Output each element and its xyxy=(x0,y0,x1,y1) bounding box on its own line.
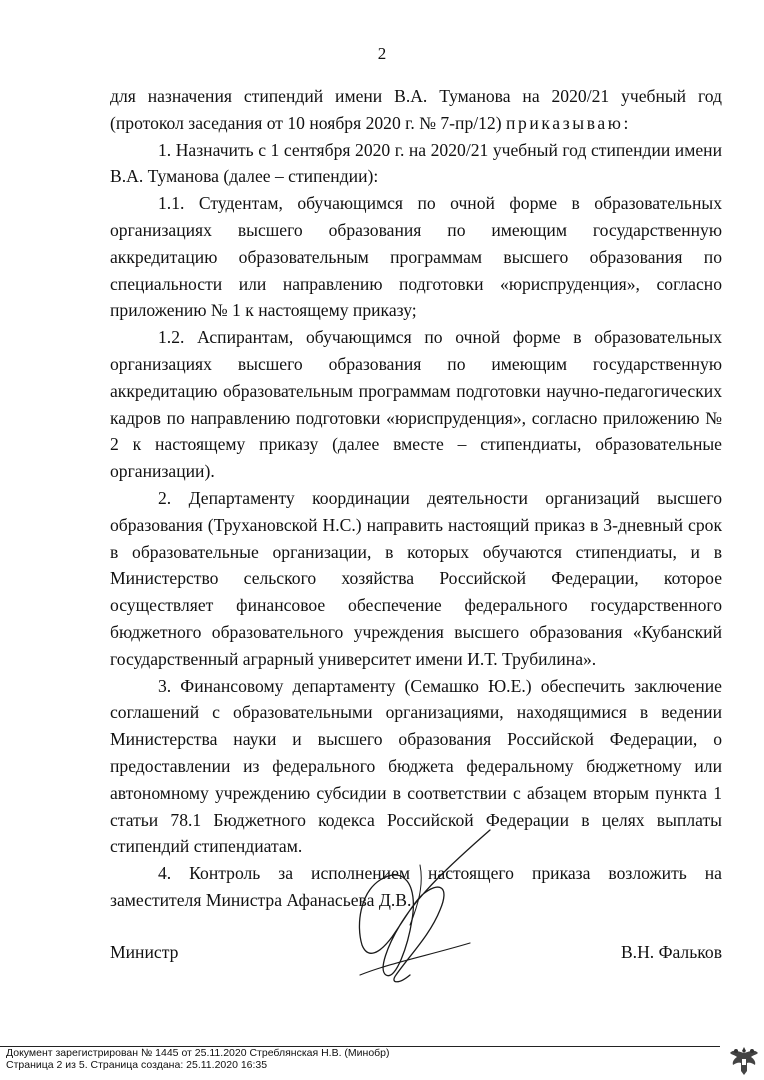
footer-page-line: Страница 2 из 5. Страница создана: 25.11.2020 16:35 xyxy=(6,1059,268,1071)
handwritten-signature xyxy=(300,825,500,990)
paragraph-4: 4. Контроль за исполнением настоящего приказа возложить на заместителя Министра Афанасьева Д.В. xyxy=(110,863,722,910)
signatory-title: Министр xyxy=(110,942,179,962)
signatory-name: В.Н. Фальков xyxy=(620,942,722,962)
page-number: 2 xyxy=(377,44,387,63)
paragraph-1-1: 1.1. Студентам, обучающимся по очной форме в образовательных организациях высшего образования по имеющим государственную аккредитацию образовательным программам высшего образования по специальности или направлению подготовки «юриспруденция», согласно приложению № 1 к настоящему приказу; xyxy=(110,193,722,321)
paragraph-3: 3. Финансовому департаменту (Семашко Ю.Е.) обеспечить заключение соглашений с образовательными организациями, находящимися в ведении Министерства науки и высшего образования Российской Федерации, о предоставлении из федерального бюджета федеральному бюджетному или автономному учреждению субсидии в соответствии с абзацем вторым пункта 1 статьи 78.1 Бюджетного кодекса Российской Федерации в целях выплаты стипендий стипендиатам. xyxy=(110,675,722,857)
paragraph-1-2: 1.2. Аспирантам, обучающимся по очной форме в образовательных организациях высшего образования по имеющим государственную аккредитацию образовательным программам подготовки научно-педагогических кадров по направлению подготовки «юриспруденция», согласно приложению № 2 к настоящему приказу (далее вместе – стипендиаты, образовательные организации). xyxy=(110,327,722,482)
double-headed-eagle-icon xyxy=(728,1043,760,1077)
intro-paragraph xyxy=(110,83,722,137)
intro-text: для назначения стипендий имени В.А. Туманова на 2020/21 учебный год (протокол заседания от 10 ноября 2020 г. № 7-пр/12) xyxy=(110,86,722,133)
registration-footer xyxy=(6,1047,390,1071)
footer-registration-line: Документ зарегистрирован № 1445 от 25.11.2020 Стреблянская Н.В. (Минобр) xyxy=(6,1047,390,1059)
order-verb: приказываю: xyxy=(506,112,632,133)
paragraph-2: 2. Департаменту координации деятельности организаций высшего образования (Трухановской Н.С.) направить настоящий приказ в 3-дневный срок в образовательные организации, в которых обучаются стипендиаты, и в Министерство сельского хозяйства Российской Федерации, которое осуществляет финансовое обеспечение федерального государственного бюджетного образовательного учреждения высшего образования «Кубанский государственный аграрный университет имени И.Т. Трубилина». xyxy=(110,487,722,669)
paragraph-1: 1. Назначить с 1 сентября 2020 г. на 2020/21 учебный год стипендии имени В.А. Туманова (далее – стипендии): xyxy=(110,139,722,187)
document-body xyxy=(110,83,722,914)
